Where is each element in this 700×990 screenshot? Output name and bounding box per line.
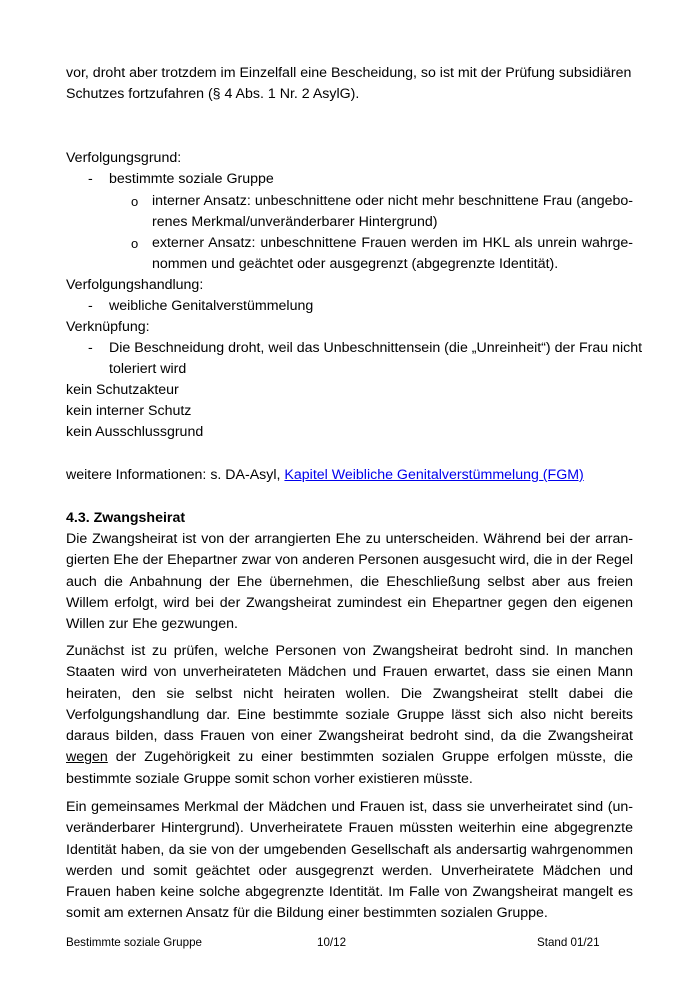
intro-line-1: vor, droht aber trotzdem im Einzelfall eine Bescheidung, so ist mit der Prüfung subsidiären: [66, 65, 632, 81]
more-info-line: [66, 465, 584, 486]
footer-right: Stand 01/21: [537, 936, 600, 949]
dash-marker: -: [88, 298, 93, 314]
verknuepfung-label: Verknüpfung:: [66, 319, 150, 335]
circle-bullet: o: [131, 194, 139, 209]
more-info-prefix: weitere Informationen: s. DA-Asyl,: [66, 467, 285, 483]
paragraph-2: [66, 641, 633, 790]
fgm-chapter-link[interactable]: Kapitel Weibliche Genitalverstümmelung (FGM): [284, 467, 584, 483]
verfolgungshandlung-item: weibliche Genitalverstümmelung: [109, 298, 314, 314]
paragraph-3: Ein gemeinsames Merkmal der Mädchen und Frauen ist, dass sie unverheiratet sind (unveränderbarer Hintergrund). Unverheiratete Frauen müssten weiterhin eine abgegrenzte Identität haben, da sie von der umgebenden Gesellschaft als andersartig wahrgenommen werden und somit geächtet oder ausgegrenzt werden. Unverheiratete Mädchen und Frauen haben keine solche abgegrenzte Identität. Im Falle von Zwangsheirat mangelt es somit am externen Ansatz für die Bildung einer bestimmten sozialen Gruppe.: [66, 799, 633, 922]
footer-left: Bestimmte soziale Gruppe: [66, 936, 202, 949]
section-heading: 4.3. Zwangsheirat: [66, 510, 186, 526]
intro-line-2: Schutzes fortzufahren (§ 4 Abs. 1 Nr. 2 AsylG).: [66, 86, 360, 102]
footer-page-number: 10/12: [317, 936, 347, 949]
sub2-line-2: nommen und geächtet oder ausgegrenzt (abgegrenzte Identität).: [152, 256, 559, 272]
verknuepfung-item-line-2: toleriert wird: [109, 361, 187, 377]
dash-marker: -: [88, 340, 93, 356]
sub1-line-1: interner Ansatz: unbeschnittene oder nicht mehr beschnittene Frau (angebo-: [152, 193, 633, 209]
verfolgungsgrund-label: Verfolgungsgrund:: [66, 150, 182, 166]
paragraph-2-text-end: der Zugehörigkeit zu einer bestimmten sozialen Gruppe erfolgen müsste, die bestimmte soziale Gruppe somit schon vorher existieren müsste.: [66, 749, 633, 787]
verfolgungsgrund-item: bestimmte soziale Gruppe: [109, 171, 274, 187]
verfolgungshandlung-label: Verfolgungshandlung:: [66, 277, 204, 293]
circle-bullet: o: [131, 236, 139, 251]
underlined-word: wegen: [66, 749, 108, 766]
conclusion-line: kein interner Schutz: [66, 403, 192, 419]
sub2-line-1: externer Ansatz: unbeschnittene Frauen werden im HKL als unrein wahrge-: [152, 235, 633, 251]
dash-marker: -: [88, 171, 93, 187]
verknuepfung-item-line-1: Die Beschneidung droht, weil das Unbeschnittensein (die „Unreinheit“) der Frau nicht: [109, 340, 643, 356]
conclusion-line: kein Ausschlussgrund: [66, 424, 204, 440]
paragraph-1: Die Zwangsheirat ist von der arrangierten Ehe zu unterscheiden. Während bei der arrangierten Ehe der Ehepartner zwar von anderen Personen ausgesucht wird, die in der Regel auch die Anbahnung der Ehe übernehmen, die Eheschließung selbst aber aus freien Willem erfolgt, wird bei der Zwangsheirat zumindest ein Ehepartner gegen den eigenen Willen zur Ehe gezwungen.: [66, 531, 633, 633]
conclusion-line: kein Schutzakteur: [66, 382, 179, 398]
paragraph-2-text: Zunächst ist zu prüfen, welche Personen von Zwangsheirat bedroht sind. In manchen Staaten wird von unverheirateten Mädchen und Frauen erwartet, dass sie einen Mann heiraten, den sie selbst nicht heiraten wollen. Die Zwangsheirat stellt dabei die Verfolgungshandlung dar. Eine bestimmte soziale Gruppe lässt sich also nicht bereits daraus bilden, dass Frauen von einer Zwangsheirat bedroht sind, da die Zwangsheirat: [66, 643, 633, 745]
sub1-line-2: renes Merkmal/unveränderbarer Hintergrund): [152, 214, 438, 230]
